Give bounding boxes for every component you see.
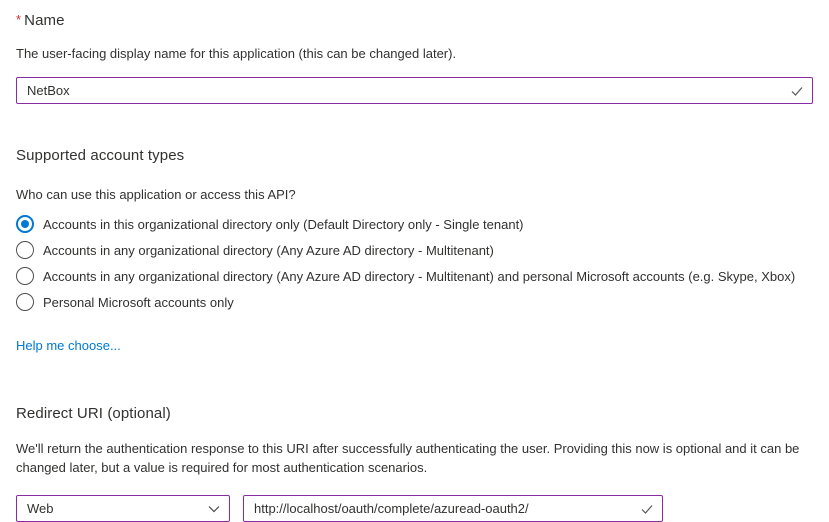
name-description: The user-facing display name for this application (this can be changed later). [16, 46, 457, 61]
platform-selected-value: Web [27, 501, 54, 516]
name-input-container [16, 77, 813, 104]
radio-button-icon[interactable] [16, 293, 34, 311]
name-input[interactable] [17, 78, 812, 103]
name-label: Name [24, 12, 65, 29]
radio-button-icon[interactable] [16, 241, 34, 259]
account-types-question: Who can use this application or access this API? [16, 187, 296, 202]
radio-option-label: Personal Microsoft accounts only [43, 294, 234, 310]
name-section-heading [16, 0, 813, 29]
radio-button-icon[interactable] [16, 267, 34, 285]
radio-option-single-tenant[interactable] [16, 211, 813, 237]
redirect-uri-description: We'll return the authentication response to this URI after successfully authenticating the user. Providing this now is optional and it can be changed later, but a value is required for most authentication scenarios. [16, 441, 800, 475]
redirect-uri-heading: Redirect URI (optional) [16, 405, 171, 422]
radio-option-personal-only[interactable] [16, 289, 813, 315]
chevron-down-icon [207, 502, 221, 516]
help-me-choose-link[interactable]: Help me choose... [16, 338, 121, 353]
redirect-uri-input-container [243, 495, 663, 522]
required-asterisk: * [16, 12, 22, 27]
radio-option-label: Accounts in any organizational directory (Any Azure AD directory - Multitenant) [43, 242, 494, 258]
platform-select-dropdown[interactable] [16, 495, 230, 522]
radio-button-icon[interactable] [16, 215, 34, 233]
redirect-uri-controls [16, 495, 813, 522]
radio-option-multitenant-personal[interactable] [16, 263, 813, 289]
account-types-radio-group [16, 211, 813, 315]
radio-option-label: Accounts in this organizational directory only (Default Directory only - Single tenant) [43, 216, 524, 232]
supported-account-types-heading: Supported account types [16, 147, 185, 164]
radio-option-label: Accounts in any organizational directory (Any Azure AD directory - Multitenant) and personal Microsoft accounts (e.g. Skype, Xbox) [43, 268, 796, 284]
redirect-uri-input[interactable] [244, 496, 662, 521]
radio-option-multitenant[interactable] [16, 237, 813, 263]
